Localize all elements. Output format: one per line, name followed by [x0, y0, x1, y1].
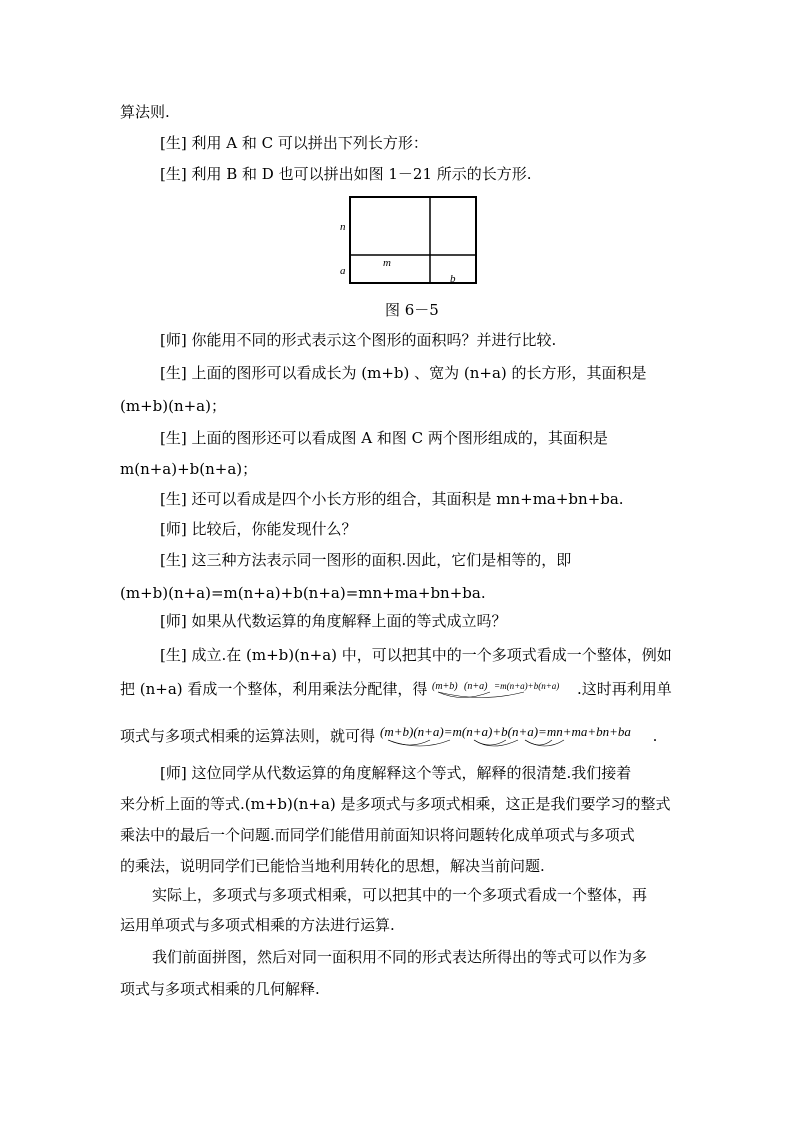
text-line-15-start: 把 (n+a) 看成一个整体，利用乘法分配律，得: [120, 680, 428, 698]
text-line-3: [生] 利用 B 和 D 也可以拼出如图 1－21 所示的长方形.: [160, 165, 532, 183]
text-line-8: m(n+a)+b(n+a)；: [120, 460, 258, 478]
text-line-10: [师] 比较后，你能发现什么？: [160, 520, 357, 538]
text-line-24: 项式与多项式相乘的几何解释.: [120, 980, 320, 998]
text-line-5: [生] 上面的图形可以看成长为 (m+b) 、宽为 (n+a) 的长方形，其面积是: [160, 364, 647, 382]
text-line-16-end: .: [652, 727, 658, 745]
text-line-13: [师] 如果从代数运算的角度解释上面的等式成立吗？: [160, 612, 507, 630]
label-b: b: [450, 273, 456, 285]
text-line-1: 算法则.: [120, 103, 170, 121]
equation-2: [380, 722, 648, 752]
text-line-15-end: .这时再利用单: [576, 680, 672, 698]
eq1-left2: (n+a): [464, 681, 488, 692]
outer-rectangle: [350, 197, 476, 283]
label-n: n: [340, 221, 346, 233]
text-line-2: [生] 利用 A 和 C 可以拼出下列长方形：: [160, 134, 428, 152]
text-line-22: 运用单项式与多项式相乘的方法进行运算.: [120, 916, 395, 934]
text-line-19: 乘法中的最后一个问题.而同学们能借用前面知识将问题转化成单项式与多项式: [120, 826, 635, 844]
text-line-23: 我们前面拼图，然后对同一面积用不同的形式表达所得出的等式可以作为多: [152, 948, 648, 966]
text-line-12: (m+b)(n+a)=m(n+a)+b(n+a)=mn+ma+bn+ba.: [120, 584, 486, 602]
equation-1: [432, 677, 572, 703]
text-line-17: [师] 这位同学从代数运算的角度解释这个等式，解释的很清楚.我们接着: [160, 764, 632, 782]
figure-caption: 图 6－5: [385, 301, 439, 319]
text-line-9: [生] 还可以看成是四个小长方形的组合，其面积是 mn+ma+bn+ba.: [160, 490, 624, 508]
text-line-16-start: 项式与多项式相乘的运算法则，就可得: [120, 727, 376, 745]
text-line-18: 来分析上面的等式.(m+b)(n+a) 是多项式与多项式相乘，这正是我们要学习的整式: [120, 795, 671, 813]
text-line-16: [120, 722, 657, 752]
text-line-7: [生] 上面的图形还可以看成图 A 和图 C 两个图形组成的，其面积是: [160, 429, 608, 447]
eq2-arc-6: [525, 740, 564, 746]
eq2-arc-2: [388, 740, 450, 746]
rectangle-figure: [335, 192, 485, 292]
text-line-11: [生] 这三种方法表示同一图形的面积.因此，它们是相等的，即: [160, 551, 572, 569]
text-line-6: (m+b)(n+a)；: [120, 397, 226, 415]
text-line-20: 的乘法，说明同学们已能恰当地利用转化的思想，解决当前问题.: [120, 857, 545, 875]
eq2-arc-1: [388, 740, 430, 745]
eq2-text: (m+b)(n+a)=m(n+a)+b(n+a)=mn+ma+bn+ba: [379, 724, 631, 739]
eq1-right: =m(n+a)+b(n+a): [494, 681, 560, 691]
text-line-15: [120, 677, 672, 703]
label-m: m: [383, 257, 391, 269]
text-line-4: [师] 你能用不同的形式表示这个图形的面积吗？并进行比较.: [160, 331, 557, 349]
text-line-21: 实际上，多项式与多项式相乘，可以把其中的一个多项式看成一个整体，再: [152, 886, 648, 904]
text-line-14: [生] 成立.在 (m+b)(n+a) 中，可以把其中的一个多项式看成一个整体，例如: [160, 646, 672, 664]
eq1-left1: (m+b): [432, 681, 458, 692]
label-a: a: [340, 265, 346, 277]
